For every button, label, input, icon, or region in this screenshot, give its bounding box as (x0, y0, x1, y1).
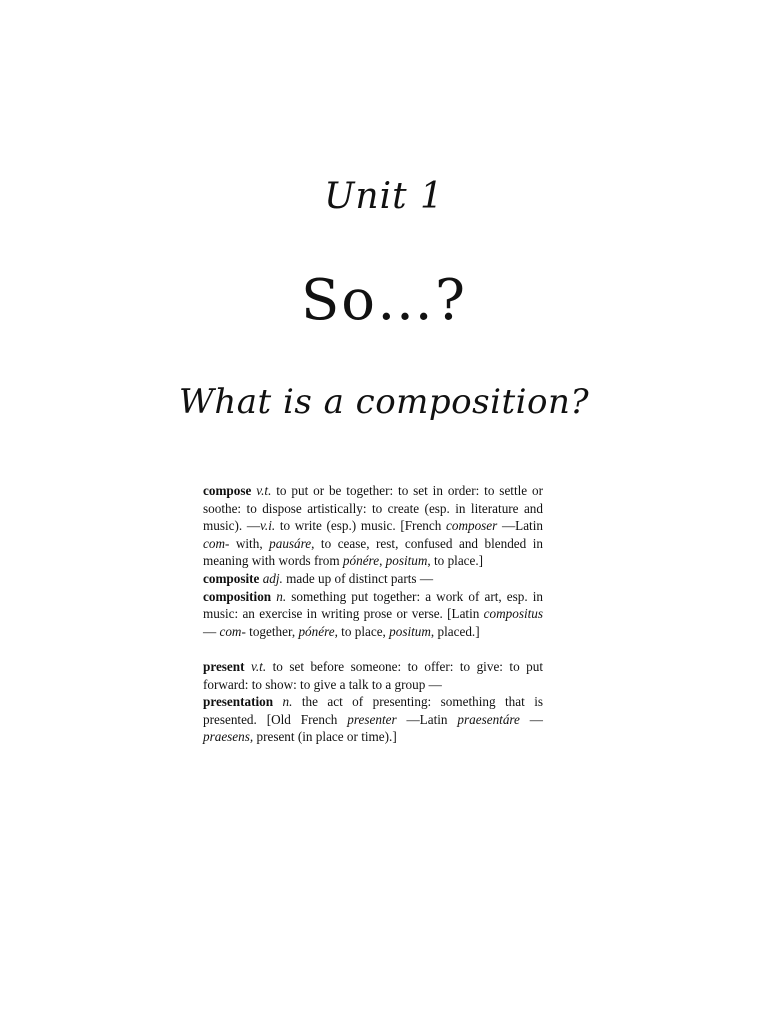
entry-text: the act of presenting: something that is presented. [Old French (203, 694, 543, 727)
entry-text: to put or be together: to set in order: to settle or soothe: to dispose artistically: to create (esp. in literature and music). — (203, 483, 543, 534)
entry-italic-term: v.i. (260, 518, 276, 534)
entry-italic-term: pónére (298, 623, 335, 639)
unit-heading: Unit 1 (324, 176, 444, 217)
entry-text: —Latin (396, 711, 458, 727)
entry-text: to write (esp.) music. [French (275, 518, 447, 534)
entry-italic-term: presenter (347, 711, 397, 727)
entry-text: , (379, 553, 386, 569)
dictionary-entry (203, 588, 543, 641)
entry-italic-term: compositus (483, 606, 543, 622)
dictionary-entry (203, 482, 543, 570)
chapter-title: So…? (300, 268, 468, 333)
entry-italic-term: praesentáre (457, 711, 520, 727)
dictionary-entry (203, 693, 543, 746)
entry-italic-term: positum (389, 623, 431, 639)
entry-text: , placed.] (430, 623, 480, 639)
entry-headword: compose (203, 483, 252, 498)
entry-headword: presentation (203, 694, 274, 710)
entry-text: with, (229, 535, 270, 551)
entry-text: — (519, 711, 543, 727)
entry-italic-term: com- (203, 535, 230, 551)
entry-text: together, (245, 623, 299, 639)
entry-text: to set before someone: to offer: to give: to put forward: to show: to give a talk to a group — (203, 658, 544, 692)
entry-text: , to place.] (427, 553, 484, 569)
entry-text: , to cease, rest, confused and blended in meaning with words from (203, 535, 543, 569)
entry-italic-term: v.t. (256, 483, 272, 498)
entry-text (273, 694, 282, 709)
entry-text: present (in place or time).] (253, 729, 397, 745)
dictionary-entry (203, 658, 543, 693)
entry-italic-term: pausáre (269, 535, 312, 551)
entry-italic-term: n. (276, 588, 287, 604)
entry-text: made up of distinct parts — (282, 570, 434, 586)
dictionary-entry (203, 570, 543, 588)
entry-headword: composition (203, 588, 272, 604)
entry-text: , to place, (334, 623, 390, 639)
entry-italic-term: n. (282, 694, 293, 710)
entry-text: something put together: a work of art, esp. in music: an exercise in writing prose or verse. [Latin (203, 588, 544, 622)
entry-italic-term: praesens, (203, 729, 254, 745)
entry-italic-term: composer (446, 518, 498, 534)
entry-text: —Latin (497, 518, 543, 534)
section-question: What is a composition? (178, 382, 590, 422)
entry-headword: present (203, 658, 245, 674)
dictionary-entries (203, 482, 543, 746)
entry-text: — (203, 623, 220, 639)
entry-italic-term: positum (385, 553, 428, 569)
entry-italic-term: adj. (262, 570, 283, 586)
entry-headword: composite (203, 570, 260, 586)
entry-italic-term: com- (219, 623, 246, 639)
entry-italic-term: v.t. (251, 658, 267, 674)
entry-italic-term: pónére (342, 553, 380, 569)
